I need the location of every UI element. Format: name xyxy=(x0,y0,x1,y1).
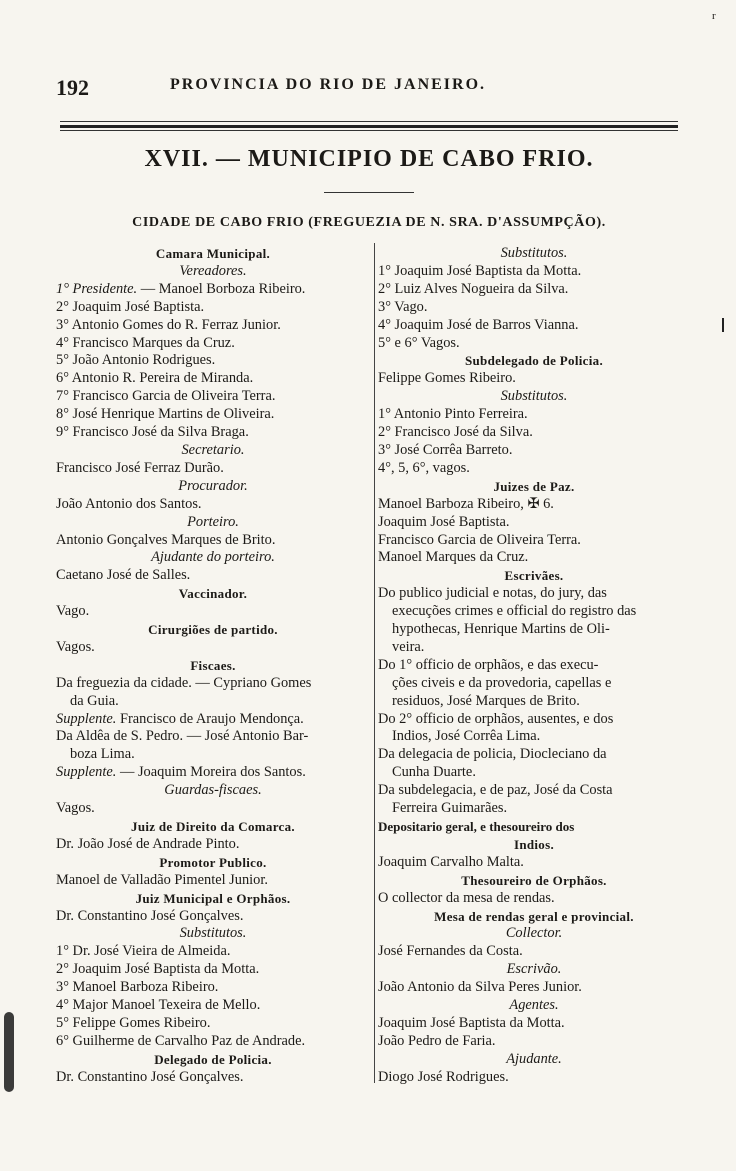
entry-text: Depositario geral, e thesoureiro dos xyxy=(378,819,575,834)
text-line xyxy=(56,281,370,299)
text-line xyxy=(378,890,690,908)
text-line xyxy=(56,388,370,406)
entry-text: Agentes. xyxy=(509,997,559,1014)
entry-text: Collector. xyxy=(505,925,563,942)
text-line xyxy=(56,728,370,746)
entry-text: 4° Major Manoel Texeira de Mello. xyxy=(56,997,261,1014)
entry-text: Substitutos. xyxy=(500,245,568,261)
entry-text: Da freguezia da cidade. — Cypriano Gomes xyxy=(56,674,312,691)
text-line xyxy=(56,335,370,353)
text-line xyxy=(378,979,690,997)
entry-text: Juiz Municipal e Orphãos. xyxy=(135,890,291,906)
text-line xyxy=(378,281,690,299)
continuation-line xyxy=(378,639,690,657)
entry-text: José Fernandes da Costa. xyxy=(378,943,523,960)
text-line xyxy=(56,567,370,585)
entry-text: Manoel Marques da Cruz. xyxy=(378,549,529,566)
entry-text: Joaquim José Baptista da Motta. xyxy=(378,1014,565,1031)
role-heading xyxy=(56,782,370,800)
entry-text: Do publico judicial e notas, do jury, das xyxy=(378,585,607,602)
text-line xyxy=(56,532,370,550)
text-line xyxy=(56,370,370,388)
paragraph-line xyxy=(378,585,690,603)
entry-text: 1° Dr. José Vieira de Almeida. xyxy=(56,943,231,960)
paragraph-line xyxy=(378,657,690,675)
entry-text: — Joaquim Moreira dos Santos. xyxy=(116,764,306,781)
entry-text: 4° Joaquim José de Barros Vianna. xyxy=(378,316,579,333)
continuation-line xyxy=(378,764,690,782)
section-heading xyxy=(56,818,370,836)
text-line xyxy=(56,979,370,997)
entry-text: Dr. Constantino José Gonçalves. xyxy=(56,907,244,924)
entry-text: Joaquim Carvalho Malta. xyxy=(378,853,524,870)
entry-text: 2° Joaquim José Baptista da Motta. xyxy=(56,961,260,978)
role-heading xyxy=(378,961,690,979)
role-heading xyxy=(378,245,690,263)
entry-text: Vagos. xyxy=(56,638,95,655)
entry-text: Secretario. xyxy=(181,441,245,458)
role-heading xyxy=(56,478,370,496)
entry-text: Substitutos. xyxy=(179,925,247,942)
continuation-line xyxy=(56,693,370,711)
entry-text: 9° Francisco José da Silva Braga. xyxy=(56,424,249,441)
entry-text: Ajudante. xyxy=(506,1050,562,1067)
entry-text: 2° Francisco José da Silva. xyxy=(378,424,533,441)
entry-text: Thesoureiro de Orphãos. xyxy=(461,872,607,888)
entry-text: 5° João Antonio Rodrigues. xyxy=(56,352,216,369)
section-heading xyxy=(56,585,370,603)
text-line xyxy=(56,352,370,370)
text-line xyxy=(378,943,690,961)
entry-text: Escrivão. xyxy=(506,961,562,978)
city-heading: CIDADE DE CABO FRIO (FREGUEZIA DE N. SRA. D'ASSUMPÇÃO). xyxy=(132,215,606,230)
text-line xyxy=(56,1069,370,1087)
section-heading xyxy=(378,836,690,854)
paragraph-line xyxy=(378,782,690,800)
text-line xyxy=(378,335,690,353)
title-rule xyxy=(324,192,414,193)
text-line xyxy=(378,1015,690,1033)
text-line xyxy=(56,603,370,621)
entry-text: Vagos. xyxy=(56,800,95,817)
entry-text: João Antonio da Silva Peres Junior. xyxy=(378,979,582,996)
page-stain xyxy=(4,1012,14,1092)
text-line xyxy=(378,317,690,335)
entry-text: Escrivães. xyxy=(504,568,564,584)
entry-text: Indios, José Corrêa Lima. xyxy=(392,728,541,745)
header-rule-thick xyxy=(60,125,678,128)
text-line xyxy=(56,317,370,335)
continuation-line xyxy=(378,800,690,818)
continuation-line xyxy=(378,603,690,621)
section-heading xyxy=(56,890,370,908)
entry-lead: Supplente. xyxy=(56,710,117,727)
entry-lead: Supplente. xyxy=(56,764,117,781)
role-heading xyxy=(378,997,690,1015)
entry-text: Ajudante do porteiro. xyxy=(151,549,275,566)
entry-text: Fiscaes. xyxy=(190,657,236,673)
entry-text: Francisco José Ferraz Durão. xyxy=(56,459,224,476)
text-line xyxy=(56,639,370,657)
text-line xyxy=(56,424,370,442)
entry-text: Vaccinador. xyxy=(178,586,248,602)
entry-lead: 1° Presidente. xyxy=(56,280,138,297)
section-heading xyxy=(378,908,690,926)
role-heading xyxy=(56,263,370,281)
text-line xyxy=(56,1033,370,1051)
entry-text: 3° José Corrêa Barreto. xyxy=(378,441,513,458)
text-line xyxy=(378,406,690,424)
entry-text: 2° Joaquim José Baptista. xyxy=(56,298,205,315)
text-line xyxy=(56,1015,370,1033)
entry-text: Vago. xyxy=(56,603,90,620)
section-heading xyxy=(56,245,370,263)
entry-text: da Guia. xyxy=(70,692,119,709)
entry-text: Juiz de Direito da Comarca. xyxy=(131,819,295,834)
entry-text: Dr. Constantino José Gonçalves. xyxy=(56,1068,244,1085)
text-line xyxy=(378,442,690,460)
text-line xyxy=(56,997,370,1015)
text-line xyxy=(56,496,370,514)
section-heading xyxy=(378,567,690,585)
entry-text: Ferreira Guimarães. xyxy=(392,800,508,817)
entry-text: Cunha Duarte. xyxy=(392,764,476,781)
entry-text: 7° Francisco Garcia de Oliveira Terra. xyxy=(56,388,276,405)
section-heading xyxy=(56,854,370,872)
entry-text: Da delegacia de policia, Diocleciano da xyxy=(378,746,607,763)
continuation-line xyxy=(378,728,690,746)
entry-text: 4° Francisco Marques da Cruz. xyxy=(56,334,235,351)
text-line xyxy=(56,836,370,854)
entry-text: residuos, José Marques de Brito. xyxy=(392,692,580,709)
entry-text: João Pedro de Faria. xyxy=(378,1032,496,1049)
chapter-title: XVII. — MUNICIPIO DE CABO FRIO. xyxy=(144,146,594,172)
entry-text: Antonio Gonçalves Marques de Brito. xyxy=(56,531,276,548)
entry-text: 8° José Henrique Martins de Oliveira. xyxy=(56,406,275,423)
text-line xyxy=(378,299,690,317)
entry-text: Joaquim José Baptista. xyxy=(378,513,510,530)
role-heading xyxy=(378,925,690,943)
text-line xyxy=(378,370,690,388)
left-column xyxy=(56,245,370,1087)
entry-text: Delegado de Policia. xyxy=(154,1051,272,1067)
entry-text: 4°, 5, 6°, vagos. xyxy=(378,459,470,476)
section-heading xyxy=(56,657,370,675)
entry-text: 5° e 6° Vagos. xyxy=(378,334,460,351)
continuation-line xyxy=(378,675,690,693)
entry-text: Dr. João José de Andrade Pinto. xyxy=(56,835,240,852)
entry-text: Manoel de Valladão Pimentel Junior. xyxy=(56,871,268,888)
margin-mark xyxy=(722,318,724,332)
role-heading xyxy=(56,442,370,460)
entry-text: 1° Antonio Pinto Ferreira. xyxy=(378,406,528,423)
corner-mark: r xyxy=(712,10,716,22)
text-line xyxy=(378,854,690,872)
text-line xyxy=(56,711,370,729)
entry-text: Substitutos. xyxy=(500,388,568,405)
role-heading xyxy=(378,388,690,406)
text-line xyxy=(378,460,690,478)
role-heading xyxy=(56,549,370,567)
section-heading xyxy=(378,872,690,890)
header-rule xyxy=(60,121,678,122)
text-line xyxy=(378,496,690,514)
entry-text: Francisco de Araujo Mendonça. xyxy=(116,710,304,727)
continuation-line xyxy=(378,621,690,639)
entry-text: Manoel Barboza Ribeiro, ✠ 6. xyxy=(378,495,554,512)
entry-text: Mesa de rendas geral e provincial. xyxy=(434,908,634,924)
entry-text: ções civeis e da provedoria, capellas e xyxy=(392,674,612,691)
text-line xyxy=(56,299,370,317)
entry-text: boza Lima. xyxy=(70,746,135,763)
text-line xyxy=(378,532,690,550)
text-line xyxy=(56,460,370,478)
entry-text: Da Aldêa de S. Pedro. — José Antonio Bar- xyxy=(56,728,309,745)
entry-text: Da subdelegacia, e de paz, José da Costa xyxy=(378,782,613,799)
text-line xyxy=(56,872,370,890)
text-line xyxy=(378,1033,690,1051)
text-line xyxy=(378,263,690,281)
entry-text: O collector da mesa de rendas. xyxy=(378,889,555,906)
role-heading xyxy=(56,514,370,532)
entry-text: veira. xyxy=(392,638,425,655)
text-line xyxy=(56,908,370,926)
entry-text: 3° Vago. xyxy=(378,298,428,315)
entry-text: 5° Felippe Gomes Ribeiro. xyxy=(56,1014,211,1031)
entry-text: Felippe Gomes Ribeiro. xyxy=(378,370,516,387)
entry-text: Diogo José Rodrigues. xyxy=(378,1068,509,1085)
entry-text: — Manoel Borboza Ribeiro. xyxy=(137,280,306,297)
section-heading xyxy=(378,352,690,370)
entry-text: Caetano José de Salles. xyxy=(56,567,191,584)
entry-text: Camara Municipal. xyxy=(155,246,271,261)
text-line xyxy=(56,943,370,961)
entry-text: 3° Manoel Barboza Ribeiro. xyxy=(56,979,219,996)
paragraph-line xyxy=(378,711,690,729)
text-line xyxy=(56,961,370,979)
text-line xyxy=(56,764,370,782)
section-heading xyxy=(378,818,690,836)
entry-text: Guardas-fiscaes. xyxy=(164,782,262,799)
section-heading xyxy=(378,478,690,496)
section-heading xyxy=(56,621,370,639)
entry-text: hypothecas, Henrique Martins de Oli- xyxy=(392,621,610,638)
running-title: PROVINCIA DO RIO DE JANEIRO. xyxy=(170,76,487,93)
entry-text: 3° Antonio Gomes do R. Ferraz Junior. xyxy=(56,316,281,333)
entry-text: Vereadores. xyxy=(179,262,247,279)
entry-text: execuções crimes e official do registro das xyxy=(392,603,637,620)
entry-text: 1° Joaquim José Baptista da Motta. xyxy=(378,262,582,279)
text-line xyxy=(56,675,370,693)
entry-text: Do 1° officio de orphãos, e das execu- xyxy=(378,656,599,673)
column-divider xyxy=(374,243,375,1083)
text-line xyxy=(378,514,690,532)
continuation-line xyxy=(378,693,690,711)
entry-text: Cirurgiões de partido. xyxy=(148,622,278,638)
continuation-line xyxy=(56,746,370,764)
text-line xyxy=(56,800,370,818)
text-line xyxy=(378,549,690,567)
entry-text: Francisco Garcia de Oliveira Terra. xyxy=(378,531,581,548)
right-column xyxy=(378,245,690,1087)
entry-text: Subdelegado de Policia. xyxy=(465,353,603,369)
role-heading xyxy=(56,925,370,943)
entry-text: Procurador. xyxy=(178,477,248,494)
entry-text: Porteiro. xyxy=(187,513,239,530)
text-line xyxy=(378,1069,690,1087)
entry-text: Juizes de Paz. xyxy=(493,478,575,494)
entry-text: Do 2° officio de orphãos, ausentes, e dos xyxy=(378,710,614,727)
text-line xyxy=(378,424,690,442)
text-line xyxy=(56,406,370,424)
entry-text: 6° Guilherme de Carvalho Paz de Andrade. xyxy=(56,1032,306,1049)
header-rule-lower xyxy=(60,130,678,131)
paragraph-line xyxy=(378,746,690,764)
role-heading xyxy=(378,1051,690,1069)
entry-text: Indios. xyxy=(513,836,555,852)
entry-text: 6° Antonio R. Pereira de Miranda. xyxy=(56,370,254,387)
section-heading xyxy=(56,1051,370,1069)
entry-text: João Antonio dos Santos. xyxy=(56,495,202,512)
entry-text: Promotor Publico. xyxy=(159,854,267,870)
page-number: 192 xyxy=(56,75,89,100)
entry-text: 2° Luiz Alves Nogueira da Silva. xyxy=(378,280,569,297)
